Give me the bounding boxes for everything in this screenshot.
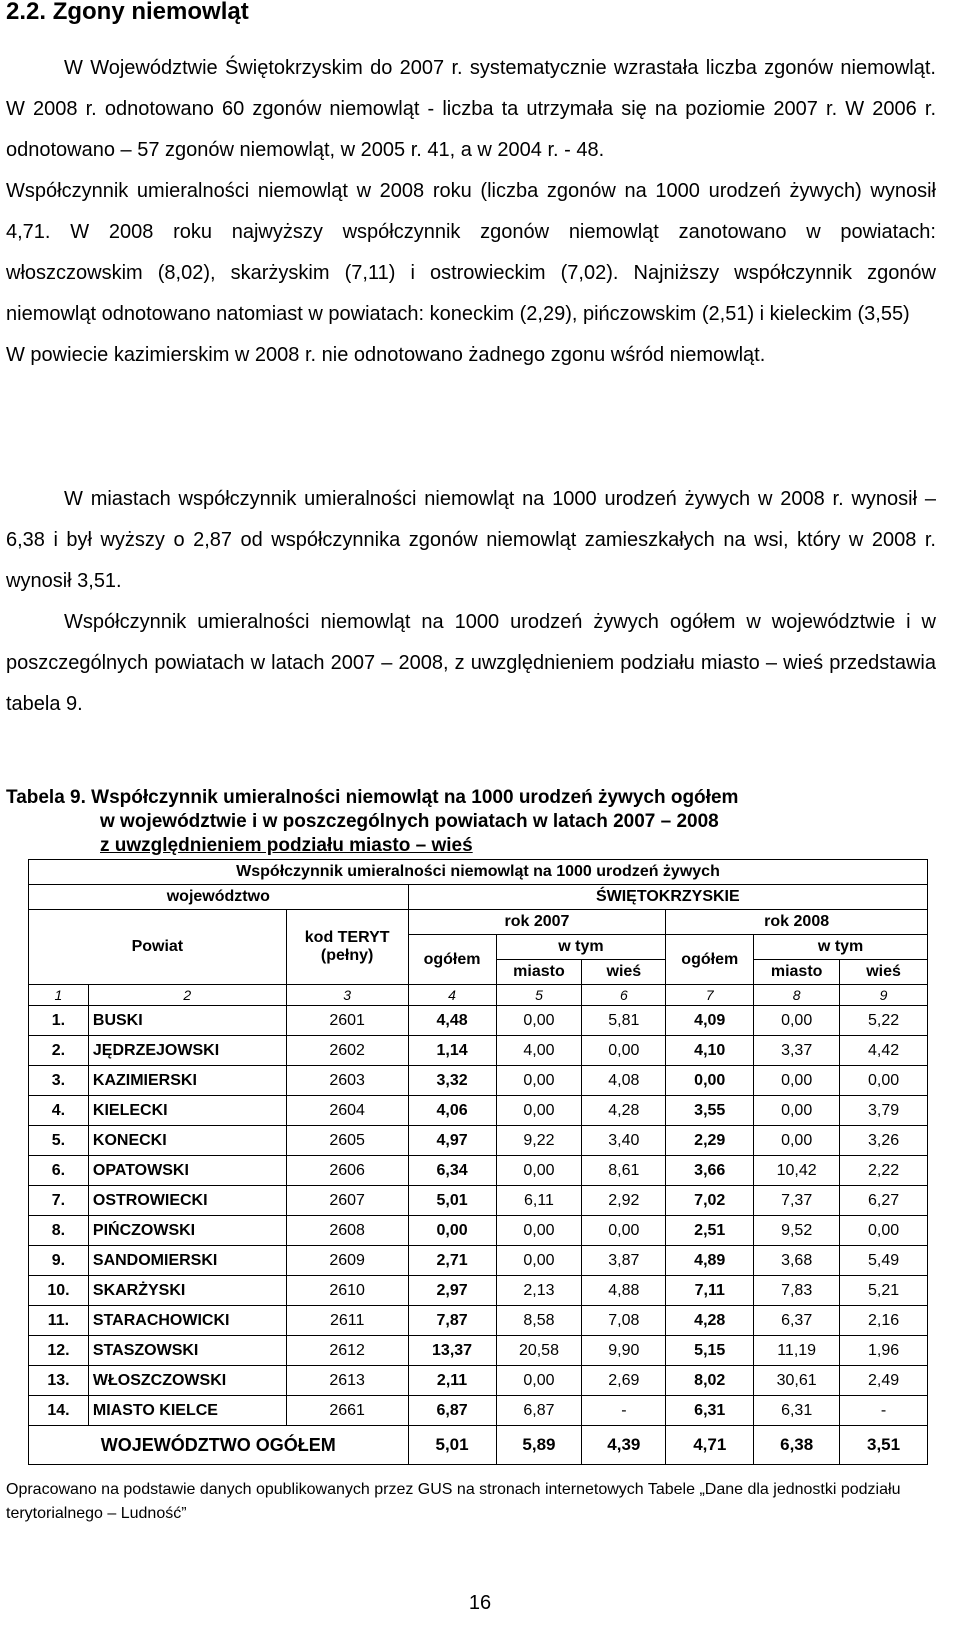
miasto-2007-header: miasto — [496, 960, 582, 985]
rate-2007-miasto: 9,22 — [496, 1126, 582, 1156]
rate-2007-ogolem: 4,48 — [408, 1006, 496, 1036]
column-number: 9 — [840, 985, 928, 1006]
rate-2008-miasto: 6,37 — [754, 1306, 840, 1336]
column-number: 3 — [286, 985, 408, 1006]
rate-2007-miasto: 6,11 — [496, 1186, 582, 1216]
rate-2008-miasto: 0,00 — [754, 1126, 840, 1156]
rate-2007-miasto: 4,00 — [496, 1036, 582, 1066]
column-number: 4 — [408, 985, 496, 1006]
rate-2007-ogolem: 5,01 — [408, 1186, 496, 1216]
row-number: 6. — [29, 1156, 89, 1186]
rate-2007-ogolem: 6,34 — [408, 1156, 496, 1186]
column-number: 1 — [29, 985, 89, 1006]
rate-2007-wies: 4,88 — [582, 1276, 666, 1306]
rate-2007-miasto: 0,00 — [496, 1066, 582, 1096]
rate-2008-ogolem: 4,10 — [666, 1036, 754, 1066]
total-row — [29, 1426, 928, 1465]
rate-2007-wies: 0,00 — [582, 1036, 666, 1066]
row-number: 14. — [29, 1396, 89, 1426]
year-2008-header: rok 2008 — [666, 910, 928, 935]
table-header-title: Współczynnik umieralności niemowląt na 1000 urodzeń żywych — [29, 860, 928, 885]
rate-2007-miasto: 0,00 — [496, 1216, 582, 1246]
teryt-code: 2602 — [286, 1036, 408, 1066]
teryt-code: 2608 — [286, 1216, 408, 1246]
rate-2007-wies: 5,81 — [582, 1006, 666, 1036]
rate-2007-miasto: 0,00 — [496, 1156, 582, 1186]
data-table — [28, 859, 928, 1465]
column-number: 2 — [88, 985, 286, 1006]
teryt-code: 2661 — [286, 1396, 408, 1426]
rate-2007-wies: 8,61 — [582, 1156, 666, 1186]
caption-line-1: Tabela 9. Współczynnik umieralności niemowląt na 1000 urodzeń żywych ogółem — [6, 787, 739, 808]
rate-2007-miasto: 0,00 — [496, 1366, 582, 1396]
teryt-code: 2606 — [286, 1156, 408, 1186]
powiat-name: OSTROWIECKI — [88, 1186, 286, 1216]
rate-2008-miasto: 3,37 — [754, 1036, 840, 1066]
ogolem-2008-header: ogółem — [666, 935, 754, 985]
paragraph-1: W Województwie Świętokrzyskim do 2007 r. systematycznie wzrastała liczba zgonów niemowląt. W 2008 r. odnotowano 60 zgonów niemowląt - liczba ta utrzymała się na poziomie 2007 r. W 2006 r. odnotowano – 57 zgonów niemowląt, w 2005 r. 41, a w 2004 r. - 48. — [6, 57, 936, 161]
w-tym-2008-header: w tym — [754, 935, 928, 960]
rate-2007-ogolem: 2,11 — [408, 1366, 496, 1396]
page-number: 16 — [468, 1592, 492, 1614]
rate-2007-wies: 2,92 — [582, 1186, 666, 1216]
teryt-code: 2609 — [286, 1246, 408, 1276]
powiat-name: BUSKI — [88, 1006, 286, 1036]
ogolem-2007-header: ogółem — [408, 935, 496, 985]
rate-2008-miasto: 10,42 — [754, 1156, 840, 1186]
miasto-2008-header: miasto — [754, 960, 840, 985]
rate-2008-miasto: 7,37 — [754, 1186, 840, 1216]
rate-2008-ogolem: 6,31 — [666, 1396, 754, 1426]
powiat-name: KAZIMIERSKI — [88, 1066, 286, 1096]
row-number: 3. — [29, 1066, 89, 1096]
row-number: 12. — [29, 1336, 89, 1366]
table-row — [29, 1156, 928, 1186]
rate-2007-ogolem: 1,14 — [408, 1036, 496, 1066]
caption-line-2: w województwie i w poszczególnych powiatach w latach 2007 – 2008 — [100, 811, 719, 832]
powiat-name: MIASTO KIELCE — [88, 1396, 286, 1426]
rate-2007-ogolem: 4,97 — [408, 1126, 496, 1156]
rate-2008-miasto: 0,00 — [754, 1096, 840, 1126]
kod-teryt-header — [286, 910, 408, 985]
rate-2008-ogolem: 4,28 — [666, 1306, 754, 1336]
powiat-name: KONECKI — [88, 1126, 286, 1156]
rate-2007-wies: 0,00 — [582, 1216, 666, 1246]
table-caption — [6, 786, 886, 858]
table-row — [29, 1036, 928, 1066]
rate-2008-miasto: 9,52 — [754, 1216, 840, 1246]
column-number: 6 — [582, 985, 666, 1006]
table-row — [29, 1186, 928, 1216]
body-text-block — [6, 48, 936, 376]
teryt-code: 2610 — [286, 1276, 408, 1306]
total-2007-ogolem: 5,01 — [408, 1426, 496, 1465]
paragraph-4: W miastach współczynnik umieralności niemowląt na 1000 urodzeń żywych w 2008 r. wynosił – 6,38 i był wyższy o 2,87 od współczynnika zgonów niemowląt zamieszkałych na wsi, który w 2008 r. wynosił 3,51. — [6, 488, 936, 592]
powiat-name: OPATOWSKI — [88, 1156, 286, 1186]
rate-2008-ogolem: 4,09 — [666, 1006, 754, 1036]
rate-2008-miasto: 30,61 — [754, 1366, 840, 1396]
total-2008-wies: 3,51 — [840, 1426, 928, 1465]
rate-2007-ogolem: 0,00 — [408, 1216, 496, 1246]
teryt-code: 2604 — [286, 1096, 408, 1126]
rate-2007-ogolem: 13,37 — [408, 1336, 496, 1366]
row-number: 2. — [29, 1036, 89, 1066]
body-text-block-2 — [6, 479, 936, 725]
row-number: 8. — [29, 1216, 89, 1246]
rate-2008-wies: - — [840, 1396, 928, 1426]
rate-2008-wies: 1,96 — [840, 1336, 928, 1366]
table-row — [29, 1006, 928, 1036]
caption-line-3: z uwzględnieniem podziału miasto – wieś — [100, 835, 473, 856]
source-footnote: Opracowano na podstawie danych opublikowanych przez GUS na stronach internetowych Tabele „Dane dla jednostki podziału terytorialnego – Ludność” — [6, 1481, 901, 1522]
rate-2008-miasto: 0,00 — [754, 1006, 840, 1036]
rate-2007-miasto: 0,00 — [496, 1096, 582, 1126]
row-number: 10. — [29, 1276, 89, 1306]
rate-2008-wies: 3,79 — [840, 1096, 928, 1126]
total-2008-ogolem: 4,71 — [666, 1426, 754, 1465]
rate-2007-ogolem: 4,06 — [408, 1096, 496, 1126]
rate-2008-wies: 2,16 — [840, 1306, 928, 1336]
wies-2007-header: wieś — [582, 960, 666, 985]
table-row — [29, 1066, 928, 1096]
table-row — [29, 1246, 928, 1276]
rate-2007-wies: 7,08 — [582, 1306, 666, 1336]
powiat-name: STARACHOWICKI — [88, 1306, 286, 1336]
teryt-code: 2601 — [286, 1006, 408, 1036]
rate-2007-ogolem: 3,32 — [408, 1066, 496, 1096]
teryt-code: 2603 — [286, 1066, 408, 1096]
teryt-code: 2613 — [286, 1366, 408, 1396]
rate-2008-wies: 6,27 — [840, 1186, 928, 1216]
rate-2008-miasto: 11,19 — [754, 1336, 840, 1366]
row-number: 5. — [29, 1126, 89, 1156]
powiat-name: WŁOSZCZOWSKI — [88, 1366, 286, 1396]
powiat-name: SANDOMIERSKI — [88, 1246, 286, 1276]
row-number: 4. — [29, 1096, 89, 1126]
rate-2007-wies: 4,08 — [582, 1066, 666, 1096]
rate-2007-ogolem: 2,71 — [408, 1246, 496, 1276]
powiat-header: Powiat — [29, 910, 287, 985]
wies-2008-header: wieś — [840, 960, 928, 985]
table-row — [29, 1216, 928, 1246]
powiat-name: PIŃCZOWSKI — [88, 1216, 286, 1246]
rate-2007-miasto: 20,58 — [496, 1336, 582, 1366]
table-row — [29, 1396, 928, 1426]
teryt-code: 2607 — [286, 1186, 408, 1216]
rate-2008-ogolem: 0,00 — [666, 1066, 754, 1096]
rate-2007-ogolem: 2,97 — [408, 1276, 496, 1306]
column-number: 8 — [754, 985, 840, 1006]
rate-2008-wies: 2,22 — [840, 1156, 928, 1186]
paragraph-5: Współczynnik umieralności niemowląt na 1000 urodzeń żywych ogółem w województwie i w poszczególnych powiatach w latach 2007 – 2008, z uwzględnieniem podziału miasto – wieś przedstawia tabela 9. — [6, 611, 936, 715]
kod-teryt-line-1: kod TERYT — [304, 929, 390, 946]
section-title: 2.2. Zgony niemowląt — [6, 0, 249, 25]
rate-2008-ogolem: 8,02 — [666, 1366, 754, 1396]
rate-2007-wies: 9,90 — [582, 1336, 666, 1366]
rate-2007-miasto: 8,58 — [496, 1306, 582, 1336]
powiat-name: SKARŻYSKI — [88, 1276, 286, 1306]
teryt-code: 2611 — [286, 1306, 408, 1336]
table-row — [29, 1126, 928, 1156]
powiat-name: JĘDRZEJOWSKI — [88, 1036, 286, 1066]
rate-2007-ogolem: 6,87 — [408, 1396, 496, 1426]
table-row — [29, 1336, 928, 1366]
rate-2008-miasto: 6,31 — [754, 1396, 840, 1426]
wojewodztwo-value: ŚWIĘTOKRZYSKIE — [408, 885, 927, 910]
powiat-name: STASZOWSKI — [88, 1336, 286, 1366]
table-body — [29, 1006, 928, 1426]
rate-2007-wies: 2,69 — [582, 1366, 666, 1396]
rate-2008-wies: 5,22 — [840, 1006, 928, 1036]
table-row — [29, 1366, 928, 1396]
rate-2008-ogolem: 2,51 — [666, 1216, 754, 1246]
rate-2008-ogolem: 7,11 — [666, 1276, 754, 1306]
total-label: WOJEWÓDZTWO OGÓŁEM — [29, 1426, 409, 1465]
rate-2007-wies: 3,40 — [582, 1126, 666, 1156]
table-row — [29, 1096, 928, 1126]
rate-2007-miasto: 0,00 — [496, 1246, 582, 1276]
total-2007-wies: 4,39 — [582, 1426, 666, 1465]
wojewodztwo-label: województwo — [29, 885, 409, 910]
row-number: 9. — [29, 1246, 89, 1276]
table-row — [29, 1306, 928, 1336]
paragraph-3: W powiecie kazimierskim w 2008 r. nie odnotowano żadnego zgonu wśród niemowląt. — [6, 344, 766, 366]
w-tym-2007-header: w tym — [496, 935, 666, 960]
column-number: 5 — [496, 985, 582, 1006]
rate-2008-ogolem: 5,15 — [666, 1336, 754, 1366]
rate-2007-wies: 4,28 — [582, 1096, 666, 1126]
rate-2008-wies: 4,42 — [840, 1036, 928, 1066]
rate-2008-miasto: 3,68 — [754, 1246, 840, 1276]
rate-2007-miasto: 6,87 — [496, 1396, 582, 1426]
rate-2008-ogolem: 7,02 — [666, 1186, 754, 1216]
row-number: 7. — [29, 1186, 89, 1216]
row-number: 1. — [29, 1006, 89, 1036]
total-2008-miasto: 6,38 — [754, 1426, 840, 1465]
rate-2008-ogolem: 3,55 — [666, 1096, 754, 1126]
rate-2007-miasto: 2,13 — [496, 1276, 582, 1306]
row-number: 11. — [29, 1306, 89, 1336]
rate-2008-wies: 3,26 — [840, 1126, 928, 1156]
year-2007-header: rok 2007 — [408, 910, 666, 935]
rate-2008-wies: 0,00 — [840, 1066, 928, 1096]
paragraph-2: Współczynnik umieralności niemowląt w 2008 roku (liczba zgonów na 1000 urodzeń żywych) wynosił 4,71. W 2008 roku najwyższy współczynnik zgonów niemowląt zanotowano w powiatach: włoszczowskim (8,02), skarżyskim (7,11) i ostrowieckim (7,02). Najniższy współczynnik zgonów niemowląt odnotowano natomiast w powiatach: koneckim (2,29), pińczowskim (2,51) i kieleckim (3,55) — [6, 180, 936, 325]
total-2007-miasto: 5,89 — [496, 1426, 582, 1465]
rate-2008-miasto: 7,83 — [754, 1276, 840, 1306]
rate-2008-wies: 5,49 — [840, 1246, 928, 1276]
rate-2008-wies: 5,21 — [840, 1276, 928, 1306]
rate-2007-miasto: 0,00 — [496, 1006, 582, 1036]
column-number: 7 — [666, 985, 754, 1006]
rate-2008-ogolem: 2,29 — [666, 1126, 754, 1156]
rate-2007-ogolem: 7,87 — [408, 1306, 496, 1336]
rate-2008-ogolem: 4,89 — [666, 1246, 754, 1276]
kod-teryt-line-2: (pełny) — [320, 947, 374, 964]
powiat-name: KIELECKI — [88, 1096, 286, 1126]
rate-2008-wies: 2,49 — [840, 1366, 928, 1396]
rate-2008-ogolem: 3,66 — [666, 1156, 754, 1186]
teryt-code: 2605 — [286, 1126, 408, 1156]
table-row — [29, 1276, 928, 1306]
rate-2007-wies: - — [582, 1396, 666, 1426]
row-number: 13. — [29, 1366, 89, 1396]
teryt-code: 2612 — [286, 1336, 408, 1366]
column-numbers-row — [29, 985, 928, 1006]
rate-2007-wies: 3,87 — [582, 1246, 666, 1276]
rate-2008-wies: 0,00 — [840, 1216, 928, 1246]
rate-2008-miasto: 0,00 — [754, 1066, 840, 1096]
